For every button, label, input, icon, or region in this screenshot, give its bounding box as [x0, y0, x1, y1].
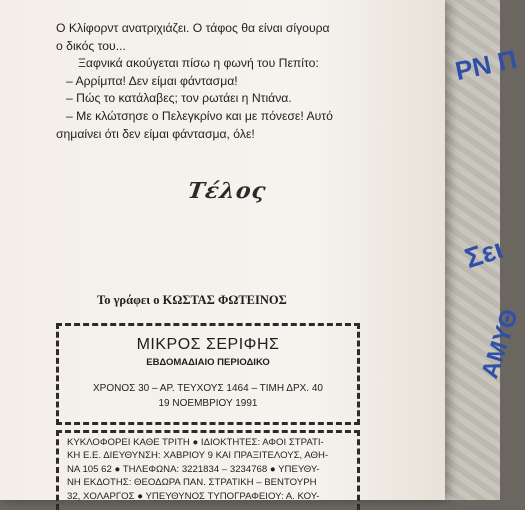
magazine-subtitle: ΕΒΔΟΜΑΔΙΑΙΟ ΠΕΡΙΟΔΙΚΟ [146, 357, 270, 368]
story-line: Ο Κλίφορντ ανατριχιάζει. Ο τάφος θα είναι σίγουρα [56, 21, 330, 35]
info-line: ΚΥΚΛΟΦΟΡΕΙ ΚΑΘΕ ΤΡΙΤΗ ● ΙΔΙΟΚΤΗΤΕΣ: ΑΦΟΙ ΣΤΡΑΤΙ- [67, 437, 324, 448]
publisher-info [67, 436, 357, 503]
story-text [56, 20, 376, 143]
story-line: Ξαφνικά ακούγεται πίσω η φωνή του Πεπίτο: [78, 56, 319, 71]
info-line: ΝΑ 105 62 ● ΤΗΛΕΦΩΝΑ: 3221834 – 3234768 ● ΥΠΕΥΘΥ- [67, 463, 320, 475]
adjacent-page-text: Σει [460, 232, 507, 275]
adjacent-page-text: ΡΝ Π [452, 43, 520, 87]
issue-info: ΧΡΟΝΟΣ 30 – ΑΡ. ΤΕΥΧΟΥΣ 1464 – ΤΙΜΗ ΔΡΧ. 40 [93, 383, 323, 394]
story-line: – Με κλώτσησε ο Πελεγκρίνο και με πόνεσε! Αυτό [66, 108, 333, 123]
adjacent-page-text: ΑΜΥΘ [476, 305, 524, 382]
masthead-box [56, 323, 360, 425]
story-line: σημαίνει ότι δεν είμαι φάντασμα, όλε! [56, 126, 255, 141]
publisher-info-box [56, 430, 360, 510]
story-line: – Αρρίμπα! Δεν είμαι φάντασμα! [66, 73, 238, 88]
info-line: ΚΗ Ε.Ε. ΔΙΕΥΘΥΝΣΗ: ΧΑΒΡΙΟΥ 9 ΚΑΙ ΠΡΑΞΙΤΕΛΟΥΣ, ΑΘΗ- [67, 450, 329, 462]
info-line: ΝΗ ΕΚΔΟΤΗΣ: ΘΕΟΔΩΡΑ ΠΑΝ. ΣΤΡΑΤΙΚΗ – ΒΕΝΤΟΥΡΗ [67, 477, 317, 489]
magazine-title: ΜΙΚΡΟΣ ΣΕΡΙΦΗΣ [136, 336, 280, 353]
info-line: 32, ΧΟΛΑΡΓΟΣ ● ΥΠΕΥΘΥΝΟΣ ΤΥΠΟΓΡΑΦΕΙΟΥ: Α. ΚΟΥ- [67, 490, 320, 502]
issue-date: 19 ΝΟΕΜΒΡΙΟΥ 1991 [158, 398, 258, 409]
story-end: Τέλος [186, 178, 269, 204]
story-line: – Πώς το κατάλαβες; τον ρωτάει η Ντιάνα. [66, 91, 292, 106]
author-byline: Το γράφει ο ΚΩΣΤΑΣ ΦΩΤΕΙΝΟΣ [97, 293, 287, 307]
story-line: ο δικός του... [56, 38, 126, 53]
